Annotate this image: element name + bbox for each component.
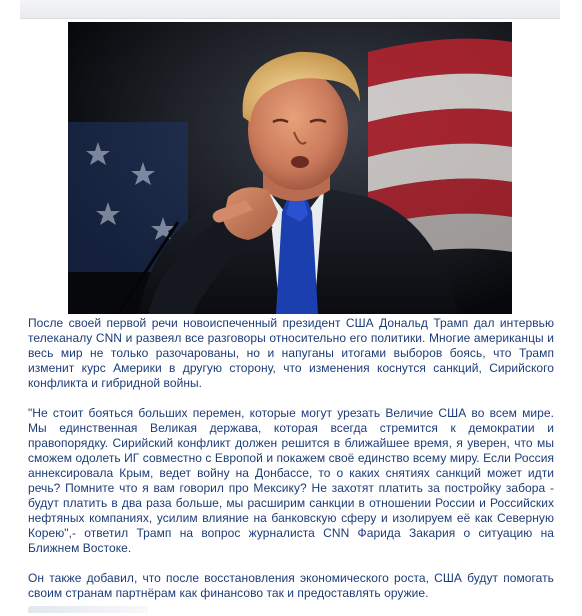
- article-body: [28, 316, 554, 616]
- article-paragraph-2: "Не стоит бояться больших перемен, которые могут урезать Величие США во всем мире. Мы единственная Великая держава, которая всегда стремится к демократии и правопорядку. Сирийский конфликт должен решится в ближайшее время, я уверен, что мы сможем одолеть ИГ совместно с Европой и покажем своё единство всему миру. Если Россия аннексировала Крым, ведет войну на Донбассе, то о каких снятиях санкций может идти речь? Помните что я вам говорил про Мексику? Не захотят платить за постройку забора - будут платить в два раза больше, мы расширим санкции в отношении России и Российских нефтяных компаниях, усилим влияние на банковскую сферу и изолируем её как Северную Корею",- ответил Трамп на вопрос журналиста CNN Фарида Закария о ситуацию на Ближнем Востоке.: [28, 406, 554, 555]
- bottom-toolbar-edge: [28, 606, 148, 613]
- article-paragraph-3: Он также добавил, что после восстановления экономического роста, США будут помогать своим странам партнёрам как финансово так и предоставлять оружие.: [28, 571, 554, 600]
- top-bar: [20, 0, 560, 19]
- article-paragraph-1: После своей первой речи новоиспеченный президент США Дональд Трамп дал интервью телеканалу CNN и развеял все разговоры относительно его политики. Многие американцы и весь мир не только разочарованы, но и напуганы итогами выборов боясь, что Трамп изменит курс Америки в другую сторону, что изменения коснутся санкций, Сирийского конфликта и гибридной войны.: [28, 316, 554, 390]
- article-photo-drawing: [68, 22, 512, 314]
- article-photo: [68, 22, 512, 314]
